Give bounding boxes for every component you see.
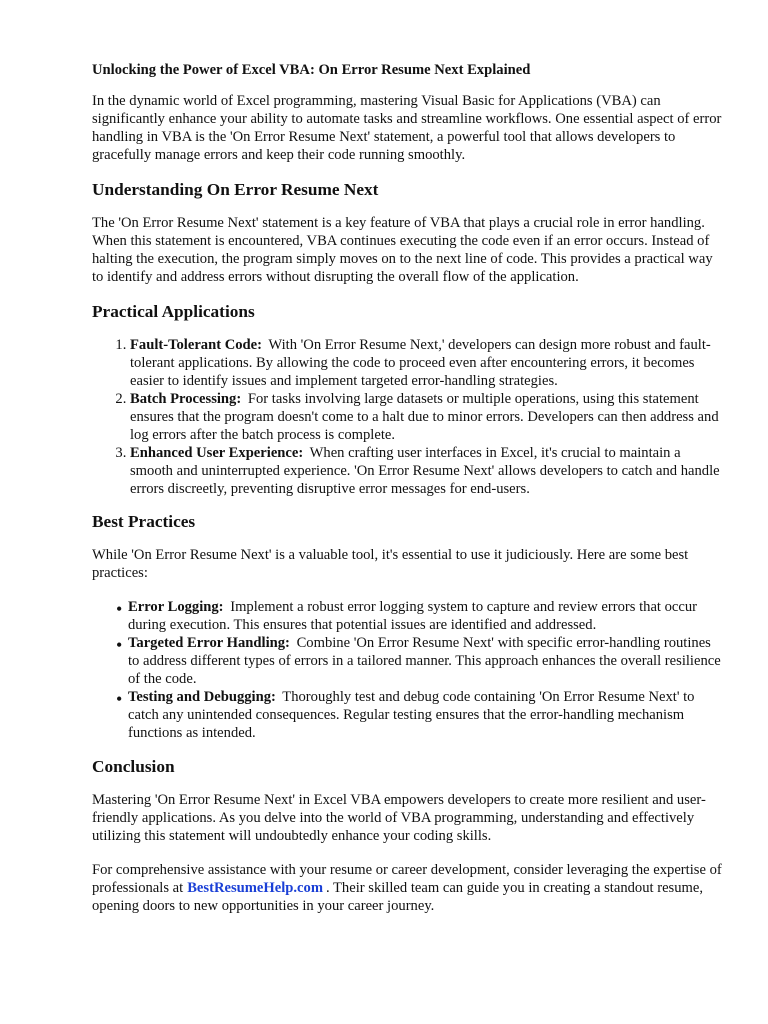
- heading-conclusion: Conclusion: [92, 757, 175, 776]
- list-item: [130, 336, 722, 390]
- list-item-term: Error Logging:: [128, 599, 224, 615]
- list-item-term: Enhanced User Experience:: [130, 445, 304, 461]
- list-item: [116, 688, 722, 742]
- bullet-icon: •: [116, 689, 123, 709]
- list-item: [130, 390, 722, 444]
- list-item-text: Implement a robust error logging system to capture and review errors that occur during execution. This ensures that potential issues are identified and addressed.: [128, 599, 698, 633]
- best-practices-intro: While 'On Error Resume Next' is a valuable tool, it's essential to use it judiciously. Here are some best practices:: [92, 547, 689, 581]
- promo-text-after: . Their skilled team can guide you in creating a standout resume, opening doors to new opportunities in your career journey.: [92, 880, 704, 914]
- document-page: [92, 61, 722, 931]
- list-item-term: Testing and Debugging:: [128, 689, 276, 705]
- document-title: Unlocking the Power of Excel VBA: On Error Resume Next Explained: [92, 62, 531, 78]
- heading-practical-applications: Practical Applications: [92, 302, 255, 321]
- best-practices-list: [92, 598, 722, 742]
- list-item: [130, 444, 722, 498]
- list-item-text: With 'On Error Resume Next,' developers can design more robust and fault-tolerant applications. By allowing the code to proceed even after encountering errors, it becomes easier to identify issues and implement targeted error-handling strategies.: [130, 337, 711, 389]
- list-item-text: Thoroughly test and debug code containing 'On Error Resume Next' to catch any unintended consequences. Regular testing ensures that the error-handling mechanism functions as intended.: [128, 689, 695, 741]
- bullet-icon: •: [116, 635, 123, 655]
- list-item: [116, 634, 722, 688]
- promo-text-before: For comprehensive assistance with your resume or career development, consider leveraging the expertise of professionals at: [92, 862, 722, 896]
- heading-best-practices: Best Practices: [92, 512, 196, 531]
- heading-understanding: Understanding On Error Resume Next: [92, 180, 379, 199]
- list-item-text: For tasks involving large datasets or multiple operations, using this statement ensures that the program doesn't come to a halt due to minor errors. Developers can then address and log errors after the batch process is complete.: [130, 391, 719, 443]
- intro-paragraph: In the dynamic world of Excel programming, mastering Visual Basic for Applications (VBA) can significantly enhance your ability to automate tasks and streamline workflows. One essential aspect of error handling in VBA is the 'On Error Resume Next' statement, a powerful tool that allows developers to gracefully manage errors and keep their code running smoothly.: [92, 93, 722, 163]
- list-item-text: When crafting user interfaces in Excel, it's crucial to maintain a smooth and uninterrupted experience. 'On Error Resume Next' allows developers to catch and handle errors discreetly, preventing disruptive error messages for end-users.: [130, 445, 720, 497]
- promo-paragraph: [92, 861, 722, 915]
- list-item-term: Fault-Tolerant Code:: [130, 337, 263, 353]
- understanding-paragraph: The 'On Error Resume Next' statement is a key feature of VBA that plays a crucial role in error handling. When this statement is encountered, VBA continues executing the code even if an error occurs. Instead of halting the execution, the program simply moves on to the next line of code. This provides a practical way to identify and address errors without disrupting the overall flow of the application.: [92, 215, 713, 285]
- list-item-term: Batch Processing:: [130, 391, 242, 407]
- list-item-term: Targeted Error Handling:: [128, 635, 290, 651]
- list-item-text: Combine 'On Error Resume Next' with specific error-handling routines to address different types of errors in a tailored manner. This approach enhances the overall resilience of the code.: [128, 635, 721, 687]
- bullet-icon: •: [116, 599, 123, 619]
- practical-applications-list: [92, 336, 722, 498]
- conclusion-paragraph: Mastering 'On Error Resume Next' in Excel VBA empowers developers to create more resilient and user-friendly applications. As you delve into the world of VBA programming, understanding and effectively utilizing this statement will undoubtedly enhance your coding skills.: [92, 792, 706, 844]
- list-item: [116, 598, 722, 634]
- best-resume-help-link[interactable]: BestResumeHelp.com: [187, 880, 323, 896]
